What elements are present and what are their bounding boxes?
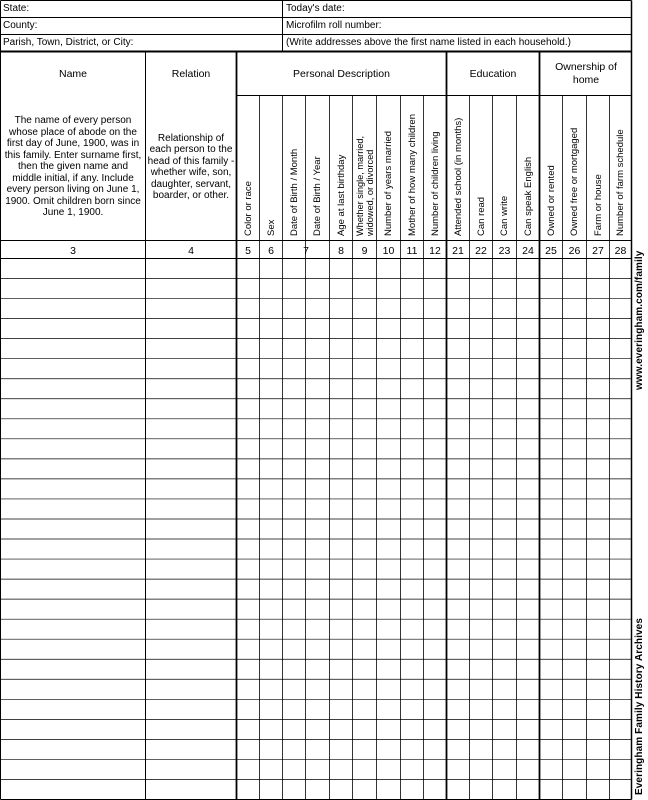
name-column-title: Name	[58, 67, 87, 80]
column-number: 23	[498, 245, 511, 257]
date-label: Today's date:	[286, 3, 345, 14]
column-label: Can read	[475, 196, 487, 236]
column-number: 26	[568, 245, 581, 257]
column-number: 27	[592, 245, 604, 257]
column-label: Owned or rented	[545, 164, 557, 236]
column-label: Mother of how many children	[406, 113, 418, 236]
column-label: Owned free or mortgaged	[569, 127, 580, 236]
state-label: State:	[3, 3, 30, 14]
column-label: Age at last birthday	[335, 154, 347, 236]
column-number: 7	[303, 245, 309, 257]
personal-description-title: Personal Description	[293, 67, 390, 80]
column-label: Date of Birth / Year	[312, 155, 323, 236]
column-number: 12	[429, 245, 441, 257]
column-number-relation: 4	[188, 245, 194, 257]
website-text: www.everingham.com/family	[634, 250, 645, 390]
column-number: 9	[361, 245, 368, 257]
column-label: Can speak English	[522, 156, 534, 236]
column-number: 24	[522, 245, 534, 257]
column-label: Color or race	[242, 180, 254, 236]
column-number-name: 3	[70, 245, 76, 257]
column-label: Can write	[499, 195, 510, 236]
column-number: 25	[545, 245, 557, 257]
column-label: Farm or house	[592, 173, 604, 236]
column-label: Whether single, married, widowed, or divorced	[354, 135, 375, 236]
column-number: 5	[245, 245, 251, 257]
ownership-title: Ownership of home	[555, 61, 617, 86]
column-number: 21	[452, 245, 464, 257]
name-description: The name of every person whose place of abode on the first day of June, 1900, was in this family. Enter surname first, then the given name and middle initial, if any. Include every person living on June 1, 1900. Omit children born since June 1, 1900.	[4, 115, 142, 219]
column-label: Attended school (in months)	[452, 117, 464, 236]
column-number: 6	[268, 245, 274, 257]
column-label: Number of farm schedule	[615, 128, 626, 236]
column-label: Number of years married	[383, 130, 394, 236]
column-label: Number of children living	[429, 130, 441, 236]
column-number: 8	[338, 245, 344, 257]
microfilm-label: Microfilm roll number:	[286, 20, 382, 31]
county-label: County:	[3, 20, 38, 31]
column-number: 28	[614, 245, 627, 257]
column-number: 10	[382, 245, 395, 257]
column-number: 11	[406, 245, 418, 257]
column-label: Sex	[265, 219, 277, 236]
column-number: 22	[475, 245, 487, 257]
column-label: Date of Birth / Month	[288, 148, 300, 236]
relation-description: Relationship of each person to the head of this family - whether wife, son, daughter, servant, boarder, or other.	[147, 132, 235, 201]
education-title: Education	[469, 67, 517, 80]
archive-text: Everingham Family History Archives	[634, 618, 645, 795]
address-note: (Write addresses above the first name listed in each household.)	[286, 37, 571, 48]
relation-column-title: Relation	[171, 67, 211, 80]
place-label: Parish, Town, District, or City:	[3, 37, 134, 48]
